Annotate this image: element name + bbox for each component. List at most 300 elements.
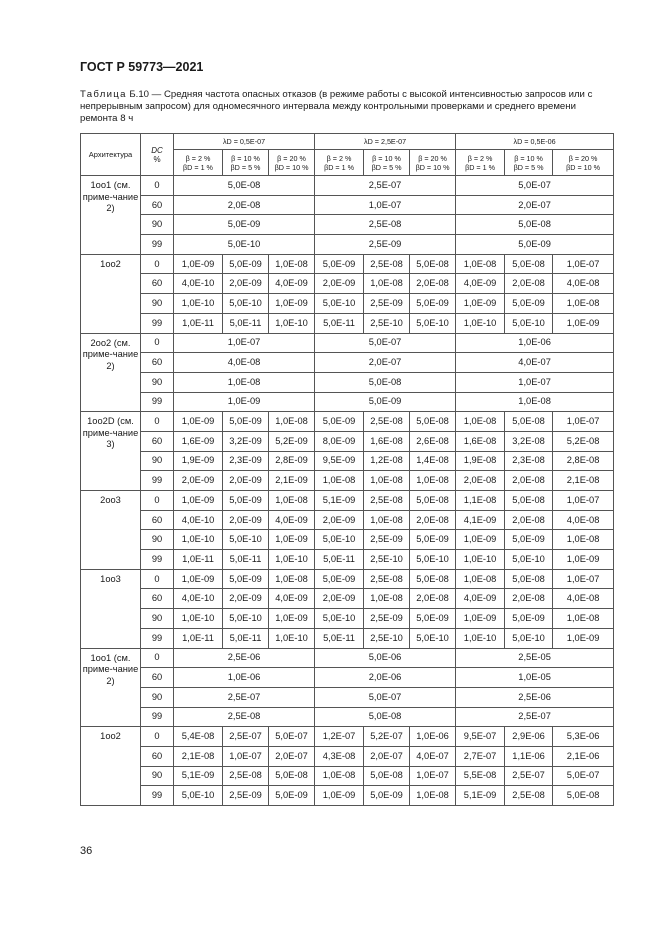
value-cell: 1,0E-06 <box>174 668 315 688</box>
value-cell: 1,0E-06 <box>456 333 614 353</box>
value-cell: 5,0E-09 <box>364 786 410 806</box>
value-cell: 5,0E-07 <box>456 176 614 196</box>
value-cell: 2,5E-08 <box>364 569 410 589</box>
value-cell: 2,5E-09 <box>364 530 410 550</box>
value-cell: 1,0E-09 <box>553 628 614 648</box>
table-row <box>81 176 614 196</box>
value-cell: 5,0E-06 <box>315 648 456 668</box>
dc-cell: 60 <box>141 353 174 373</box>
dc-cell: 90 <box>141 294 174 314</box>
value-cell: 2,5E-08 <box>364 491 410 511</box>
header-lambda-3: λD = 0,5E-06 <box>456 134 614 150</box>
value-cell: 4,0E-09 <box>456 589 505 609</box>
table-row <box>81 609 614 629</box>
value-cell: 1,0E-07 <box>456 372 614 392</box>
value-cell: 4,0E-08 <box>553 589 614 609</box>
table-row <box>81 766 614 786</box>
table-caption <box>80 89 613 125</box>
dc-cell: 99 <box>141 628 174 648</box>
value-cell: 1,0E-05 <box>456 668 614 688</box>
value-cell: 5,0E-07 <box>315 333 456 353</box>
header-beta-1-2: β = 20 % βD = 10 % <box>410 150 456 176</box>
dc-cell: 90 <box>141 687 174 707</box>
value-cell: 2,5E-10 <box>364 313 410 333</box>
value-cell: 5,0E-09 <box>223 412 269 432</box>
value-cell: 1,0E-08 <box>269 491 315 511</box>
value-cell: 1,9E-09 <box>174 451 223 471</box>
value-cell: 5,0E-08 <box>505 412 553 432</box>
standard-title: ГОСТ Р 59773—2021 <box>80 60 204 74</box>
value-cell: 1,0E-08 <box>410 471 456 491</box>
table-row <box>81 215 614 235</box>
value-cell: 1,0E-09 <box>174 254 223 274</box>
value-cell: 1,1E-08 <box>456 491 505 511</box>
value-cell: 1,4E-08 <box>410 451 456 471</box>
value-cell: 1,0E-08 <box>269 569 315 589</box>
value-cell: 2,5E-10 <box>364 628 410 648</box>
value-cell: 2,5E-07 <box>315 176 456 196</box>
dc-cell: 0 <box>141 333 174 353</box>
value-cell: 5,0E-08 <box>410 412 456 432</box>
value-cell: 1,0E-10 <box>456 313 505 333</box>
value-cell: 4,0E-09 <box>456 274 505 294</box>
value-cell: 1,0E-08 <box>456 392 614 412</box>
table-row <box>81 313 614 333</box>
value-cell: 9,5E-07 <box>456 727 505 747</box>
value-cell: 1,0E-08 <box>410 786 456 806</box>
header-lambda-2: λD = 2,5E-07 <box>315 134 456 150</box>
dc-cell: 0 <box>141 648 174 668</box>
value-cell: 1,0E-10 <box>174 609 223 629</box>
value-cell: 2,5E-08 <box>364 254 410 274</box>
value-cell: 1,0E-09 <box>553 550 614 570</box>
value-cell: 1,6E-09 <box>174 431 223 451</box>
dc-cell: 0 <box>141 569 174 589</box>
value-cell: 5,0E-11 <box>223 550 269 570</box>
value-cell: 4,0E-08 <box>174 353 315 373</box>
value-cell: 1,0E-08 <box>553 530 614 550</box>
value-cell: 1,0E-10 <box>456 628 505 648</box>
value-cell: 1,2E-07 <box>315 727 364 747</box>
dc-cell: 99 <box>141 786 174 806</box>
header-dc: DC % <box>141 134 174 176</box>
architecture-cell: 2oo2 (см. приме-чание 2) <box>81 333 141 412</box>
dc-cell: 99 <box>141 235 174 255</box>
value-cell: 4,0E-09 <box>269 589 315 609</box>
value-cell: 1,0E-11 <box>174 628 223 648</box>
value-cell: 5,0E-08 <box>315 372 456 392</box>
value-cell: 5,0E-08 <box>505 254 553 274</box>
value-cell: 2,0E-09 <box>223 274 269 294</box>
value-cell: 4,0E-08 <box>553 510 614 530</box>
value-cell: 1,0E-08 <box>364 510 410 530</box>
value-cell: 5,2E-07 <box>364 727 410 747</box>
value-cell: 1,0E-11 <box>174 313 223 333</box>
value-cell: 5,1E-09 <box>315 491 364 511</box>
value-cell: 4,3E-08 <box>315 746 364 766</box>
value-cell: 8,0E-09 <box>315 431 364 451</box>
table-row <box>81 786 614 806</box>
value-cell: 2,5E-08 <box>223 766 269 786</box>
value-cell: 2,5E-07 <box>505 766 553 786</box>
dc-cell: 0 <box>141 727 174 747</box>
value-cell: 1,0E-10 <box>174 294 223 314</box>
dc-cell: 99 <box>141 707 174 727</box>
value-cell: 2,0E-07 <box>456 195 614 215</box>
dc-cell: 60 <box>141 589 174 609</box>
value-cell: 2,0E-09 <box>223 471 269 491</box>
value-cell: 2,5E-07 <box>223 727 269 747</box>
dc-cell: 99 <box>141 471 174 491</box>
caption-label: Таблица <box>80 89 127 100</box>
value-cell: 5,0E-10 <box>223 530 269 550</box>
dc-cell: 90 <box>141 372 174 392</box>
value-cell: 5,0E-09 <box>505 530 553 550</box>
table-row <box>81 628 614 648</box>
value-cell: 5,4E-08 <box>174 727 223 747</box>
value-cell: 2,9E-06 <box>505 727 553 747</box>
dc-cell: 0 <box>141 491 174 511</box>
header-beta-0-1: β = 10 % βD = 5 % <box>223 150 269 176</box>
dc-cell: 60 <box>141 195 174 215</box>
value-cell: 1,0E-08 <box>315 471 364 491</box>
value-cell: 5,0E-10 <box>315 530 364 550</box>
value-cell: 5,0E-10 <box>505 628 553 648</box>
value-cell: 2,1E-06 <box>553 746 614 766</box>
failure-rate-table <box>80 133 614 806</box>
value-cell: 1,0E-08 <box>315 766 364 786</box>
value-cell: 5,0E-11 <box>223 313 269 333</box>
table-row <box>81 687 614 707</box>
value-cell: 5,0E-09 <box>223 491 269 511</box>
header-beta-0-2: β = 20 % βD = 10 % <box>269 150 315 176</box>
value-cell: 5,5E-08 <box>456 766 505 786</box>
value-cell: 2,5E-09 <box>223 786 269 806</box>
value-cell: 1,0E-08 <box>364 274 410 294</box>
header-beta-1-0: β = 2 % βD = 1 % <box>315 150 364 176</box>
dc-cell: 0 <box>141 412 174 432</box>
value-cell: 1,0E-08 <box>456 412 505 432</box>
value-cell: 5,0E-08 <box>364 766 410 786</box>
value-cell: 5,0E-10 <box>505 550 553 570</box>
value-cell: 2,5E-08 <box>364 412 410 432</box>
architecture-cell: 1oo1 (см. приме-чание 2) <box>81 648 141 727</box>
dc-cell: 99 <box>141 392 174 412</box>
page-number: 36 <box>80 845 93 857</box>
value-cell: 1,2E-08 <box>364 451 410 471</box>
value-cell: 1,0E-10 <box>174 530 223 550</box>
table-row <box>81 530 614 550</box>
value-cell: 5,0E-09 <box>315 392 456 412</box>
value-cell: 2,7E-07 <box>456 746 505 766</box>
value-cell: 5,0E-10 <box>174 235 315 255</box>
table-row <box>81 491 614 511</box>
value-cell: 2,0E-08 <box>174 195 315 215</box>
dc-cell: 90 <box>141 215 174 235</box>
value-cell: 1,0E-09 <box>174 569 223 589</box>
value-cell: 1,0E-08 <box>364 589 410 609</box>
architecture-cell: 1oo1 (см. приме-чание 2) <box>81 176 141 255</box>
value-cell: 2,0E-07 <box>269 746 315 766</box>
header-row-lambda <box>81 134 614 150</box>
value-cell: 2,0E-06 <box>315 668 456 688</box>
table-row <box>81 550 614 570</box>
dc-cell: 90 <box>141 609 174 629</box>
value-cell: 1,0E-08 <box>174 372 315 392</box>
value-cell: 2,0E-09 <box>223 589 269 609</box>
value-cell: 1,0E-07 <box>410 766 456 786</box>
value-cell: 2,5E-09 <box>315 235 456 255</box>
table-row <box>81 392 614 412</box>
header-beta-2-0: β = 2 % βD = 1 % <box>456 150 505 176</box>
header-beta-0-0: β = 2 % βD = 1 % <box>174 150 223 176</box>
value-cell: 1,1E-06 <box>505 746 553 766</box>
table-row <box>81 431 614 451</box>
value-cell: 1,0E-09 <box>174 412 223 432</box>
value-cell: 4,0E-10 <box>174 510 223 530</box>
value-cell: 1,0E-08 <box>456 569 505 589</box>
header-beta-1-1: β = 10 % βD = 5 % <box>364 150 410 176</box>
table-row <box>81 648 614 668</box>
table-row <box>81 707 614 727</box>
value-cell: 5,0E-09 <box>315 412 364 432</box>
value-cell: 2,0E-08 <box>505 510 553 530</box>
dc-cell: 60 <box>141 510 174 530</box>
value-cell: 5,0E-11 <box>223 628 269 648</box>
value-cell: 5,0E-08 <box>315 707 456 727</box>
value-cell: 1,0E-10 <box>269 550 315 570</box>
value-cell: 2,0E-08 <box>410 274 456 294</box>
value-cell: 2,0E-08 <box>456 471 505 491</box>
value-cell: 4,0E-10 <box>174 274 223 294</box>
architecture-cell: 1oo2D (см. приме-чание 3) <box>81 412 141 491</box>
table-row <box>81 372 614 392</box>
dc-cell: 0 <box>141 254 174 274</box>
value-cell: 5,0E-09 <box>223 569 269 589</box>
value-cell: 5,0E-09 <box>315 254 364 274</box>
dc-cell: 99 <box>141 313 174 333</box>
value-cell: 1,0E-09 <box>456 294 505 314</box>
value-cell: 2,5E-10 <box>364 550 410 570</box>
value-cell: 2,0E-09 <box>315 274 364 294</box>
architecture-cell: 1oo2 <box>81 727 141 806</box>
value-cell: 2,0E-08 <box>505 274 553 294</box>
value-cell: 2,5E-06 <box>456 687 614 707</box>
value-cell: 4,0E-08 <box>553 274 614 294</box>
value-cell: 4,0E-09 <box>269 274 315 294</box>
value-cell: 5,0E-07 <box>269 727 315 747</box>
table-row <box>81 569 614 589</box>
value-cell: 2,5E-05 <box>456 648 614 668</box>
table-row <box>81 668 614 688</box>
header-lambda-1: λD = 0,5E-07 <box>174 134 315 150</box>
dc-cell: 60 <box>141 431 174 451</box>
table-row <box>81 254 614 274</box>
value-cell: 5,0E-10 <box>174 786 223 806</box>
value-cell: 5,0E-08 <box>456 215 614 235</box>
value-cell: 2,5E-08 <box>315 215 456 235</box>
value-cell: 5,0E-10 <box>505 313 553 333</box>
value-cell: 5,0E-11 <box>315 628 364 648</box>
value-cell: 2,8E-08 <box>553 451 614 471</box>
table-body <box>81 176 614 806</box>
table-row <box>81 451 614 471</box>
value-cell: 5,1E-09 <box>456 786 505 806</box>
dc-cell: 60 <box>141 746 174 766</box>
value-cell: 4,0E-10 <box>174 589 223 609</box>
value-cell: 1,0E-07 <box>174 333 315 353</box>
value-cell: 5,0E-10 <box>410 550 456 570</box>
value-cell: 1,0E-09 <box>315 786 364 806</box>
value-cell: 5,2E-09 <box>269 431 315 451</box>
value-cell: 1,0E-08 <box>553 294 614 314</box>
table-row <box>81 294 614 314</box>
value-cell: 5,0E-09 <box>410 609 456 629</box>
value-cell: 1,0E-09 <box>269 530 315 550</box>
value-cell: 5,0E-10 <box>223 609 269 629</box>
architecture-cell: 1oo3 <box>81 569 141 648</box>
value-cell: 1,0E-09 <box>174 491 223 511</box>
value-cell: 5,0E-09 <box>505 294 553 314</box>
architecture-cell: 1oo2 <box>81 254 141 333</box>
value-cell: 2,0E-09 <box>315 510 364 530</box>
value-cell: 5,0E-09 <box>410 530 456 550</box>
value-cell: 2,0E-08 <box>410 510 456 530</box>
table-row <box>81 589 614 609</box>
value-cell: 4,0E-09 <box>269 510 315 530</box>
value-cell: 2,5E-09 <box>364 294 410 314</box>
value-cell: 2,0E-08 <box>505 589 553 609</box>
value-cell: 5,0E-09 <box>315 569 364 589</box>
value-cell: 5,0E-08 <box>174 176 315 196</box>
value-cell: 5,3E-06 <box>553 727 614 747</box>
value-cell: 5,0E-10 <box>223 294 269 314</box>
value-cell: 9,5E-09 <box>315 451 364 471</box>
value-cell: 1,0E-09 <box>174 392 315 412</box>
value-cell: 2,5E-07 <box>174 687 315 707</box>
value-cell: 5,1E-09 <box>174 766 223 786</box>
value-cell: 1,0E-08 <box>269 254 315 274</box>
value-cell: 2,0E-08 <box>505 471 553 491</box>
value-cell: 5,0E-08 <box>505 491 553 511</box>
value-cell: 5,0E-10 <box>315 609 364 629</box>
dc-cell: 0 <box>141 176 174 196</box>
value-cell: 1,0E-09 <box>456 530 505 550</box>
table-row <box>81 235 614 255</box>
value-cell: 5,0E-09 <box>505 609 553 629</box>
dc-cell: 90 <box>141 451 174 471</box>
table-row <box>81 510 614 530</box>
dc-cell: 90 <box>141 530 174 550</box>
table-row <box>81 412 614 432</box>
value-cell: 1,0E-07 <box>553 569 614 589</box>
value-cell: 1,6E-08 <box>364 431 410 451</box>
value-cell: 5,0E-08 <box>553 786 614 806</box>
table-row <box>81 274 614 294</box>
architecture-cell: 2oo3 <box>81 491 141 570</box>
table-row <box>81 727 614 747</box>
value-cell: 1,9E-08 <box>456 451 505 471</box>
value-cell: 5,0E-08 <box>410 254 456 274</box>
header-beta-2-2: β = 20 % βD = 10 % <box>553 150 614 176</box>
value-cell: 2,1E-08 <box>174 746 223 766</box>
value-cell: 3,2E-09 <box>223 431 269 451</box>
value-cell: 1,0E-09 <box>269 294 315 314</box>
value-cell: 1,0E-08 <box>269 412 315 432</box>
value-cell: 1,0E-09 <box>553 313 614 333</box>
value-cell: 1,0E-09 <box>269 609 315 629</box>
value-cell: 2,0E-07 <box>315 353 456 373</box>
value-cell: 5,0E-08 <box>269 766 315 786</box>
value-cell: 1,0E-08 <box>553 609 614 629</box>
value-cell: 1,0E-11 <box>174 550 223 570</box>
table-row <box>81 471 614 491</box>
value-cell: 2,0E-09 <box>223 510 269 530</box>
value-cell: 4,0E-07 <box>410 746 456 766</box>
value-cell: 1,0E-06 <box>410 727 456 747</box>
value-cell: 5,0E-07 <box>553 766 614 786</box>
value-cell: 4,0E-07 <box>456 353 614 373</box>
table-row <box>81 353 614 373</box>
value-cell: 5,0E-09 <box>456 235 614 255</box>
value-cell: 2,0E-07 <box>364 746 410 766</box>
value-cell: 2,5E-08 <box>505 786 553 806</box>
header-beta-2-1: β = 10 % βD = 5 % <box>505 150 553 176</box>
value-cell: 5,0E-08 <box>410 491 456 511</box>
value-cell: 5,0E-08 <box>410 569 456 589</box>
value-cell: 4,1E-09 <box>456 510 505 530</box>
dc-cell: 60 <box>141 668 174 688</box>
value-cell: 1,6E-08 <box>456 431 505 451</box>
value-cell: 2,5E-06 <box>174 648 315 668</box>
value-cell: 2,0E-08 <box>410 589 456 609</box>
value-cell: 5,0E-07 <box>315 687 456 707</box>
table-row <box>81 333 614 353</box>
value-cell: 3,2E-08 <box>505 431 553 451</box>
value-cell: 5,0E-11 <box>315 313 364 333</box>
value-cell: 5,0E-10 <box>410 313 456 333</box>
value-cell: 5,0E-09 <box>269 786 315 806</box>
value-cell: 1,0E-10 <box>269 628 315 648</box>
value-cell: 1,0E-08 <box>456 254 505 274</box>
value-cell: 5,2E-08 <box>553 431 614 451</box>
dc-cell: 99 <box>141 550 174 570</box>
table-row <box>81 746 614 766</box>
value-cell: 2,5E-07 <box>456 707 614 727</box>
value-cell: 5,0E-10 <box>315 294 364 314</box>
value-cell: 5,0E-09 <box>174 215 315 235</box>
value-cell: 5,0E-10 <box>410 628 456 648</box>
caption-text: Б.10 — Средняя частота опасных отказов (в режиме работы с высокой интенсивностью запросов или с непрерывным запросом) для одномесячного интервала между контрольными проверками и среднего времени ремонта 8 ч <box>80 89 593 124</box>
value-cell: 1,0E-07 <box>315 195 456 215</box>
value-cell: 1,0E-08 <box>364 471 410 491</box>
value-cell: 1,0E-10 <box>456 550 505 570</box>
value-cell: 2,3E-09 <box>223 451 269 471</box>
value-cell: 2,0E-09 <box>315 589 364 609</box>
value-cell: 1,0E-07 <box>553 254 614 274</box>
value-cell: 5,0E-11 <box>315 550 364 570</box>
value-cell: 2,1E-08 <box>553 471 614 491</box>
value-cell: 1,0E-07 <box>223 746 269 766</box>
value-cell: 1,0E-09 <box>456 609 505 629</box>
value-cell: 2,6E-08 <box>410 431 456 451</box>
dc-cell: 60 <box>141 274 174 294</box>
value-cell: 2,5E-08 <box>174 707 315 727</box>
value-cell: 2,8E-09 <box>269 451 315 471</box>
value-cell: 1,0E-07 <box>553 491 614 511</box>
value-cell: 5,0E-08 <box>505 569 553 589</box>
dc-cell: 90 <box>141 766 174 786</box>
